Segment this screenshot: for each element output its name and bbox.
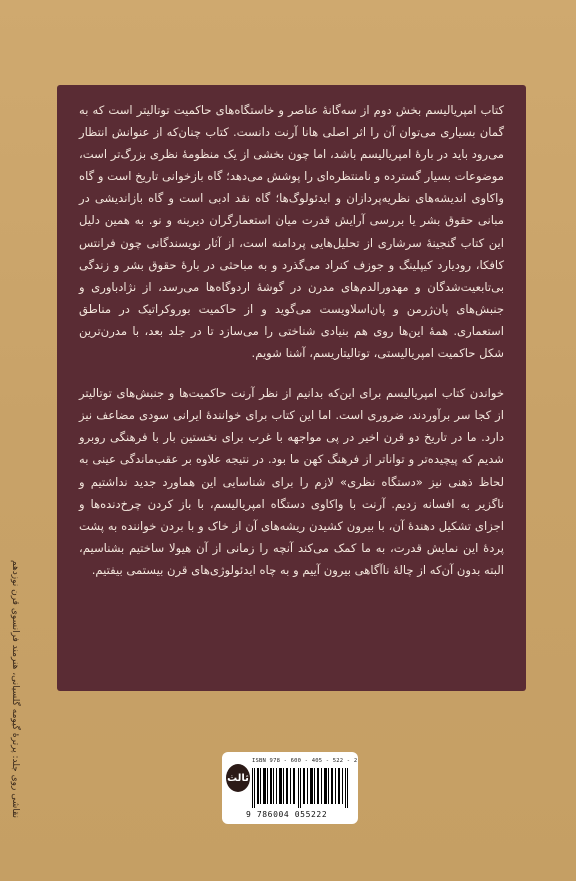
description-panel	[57, 85, 526, 691]
description-paragraph-1: کتاب امپریالیسم بخش دوم از سه‌گانهٔ عناصر و خاستگاه‌های حاکمیت توتالیتر است که به گمان بسیاری می‌توان آن را اثر اصلی هانا آرنت دانست. کتاب چنان‌که از عنوانش انتظار می‌رود باید در بارهٔ امپریالیسم باشد، اما چون بخشی از یک منظومهٔ نظری بزرگ‌تر است، موضوعات بسیار گسترده و نامنتظره‌ای را پوشش می‌دهد؛ گاه بازخوانی تاریخ است و گاه واکاوی اندیشه‌های نظریه‌پردازان و ایدئولوگ‌ها؛ گاه نقد ادبی است و گاه بازاندیشی در مبانی حقوق بشر یا بررسی آرایش قدرت میان استعمارگران دیرینه و نو. به همین دلیل این کتاب گنجینهٔ سرشاری از تحلیل‌هایی پردامنه است، از آثار نویسندگانی چون فرانتس کافکا، رودیارد کیپلینگ و جوزف کنراد می‌گذرد و به مباحثی در بارهٔ حقوق بشر و زندگی بی‌تابعیت‌شدگان و مهدورالدم‌های مدرن در گوشهٔ اردوگاه‌ها می‌رسد، از نژادباوری و جنبش‌های پان‌ژرمن و پان‌اسلاویست می‌گوید و از حاکمیت بوروکراتیک در مناطق استعماری. همهٔ این‌ها روی هم بنیادی شناختی را می‌سازد تا در جلد بعد، با مدرن‌ترین شکل حاکمیت امپریالیستی، توتالیتاریسم، آشنا شویم.	[79, 103, 504, 361]
publisher-logo-icon	[226, 764, 250, 792]
description-paragraph-2: خواندن کتاب امپریالیسم برای این‌که بدانیم از نظر آرنت حاکمیت‌ها و جنبش‌های توتالیتر از کجا سر برآوردند، ضروری است. اما این کتاب برای خوانندهٔ ایرانی سودی مضاعف نیز دارد. ما در تاریخ دو قرن اخیر در پی مواجهه با غرب برای نخستین بار با فرهنگی روبرو شدیم که پیچیده‌تر و تواناتر از فرهنگ کهن ما بود. در نتیجه علاوه بر عقب‌ماندگی عینی به لحاظ ذهنی نیز «دستگاه نظری» لازم را برای شناسایی این هماورد جدید نداشتیم و ناگزیر به افسانه زدیم. آرنت با واکاوی دستگاه امپریالیسم، با باز کردن چرخ‌دنده‌ها و اجزای تشکیل دهندهٔ آن، با بیرون کشیدن ریشه‌های آن از خاک و با بردن خواننده به پشت پردهٔ این نمایش قدرت، به ما کمک می‌کند آنچه را زمانی از آن هیولا ساختیم بشناسیم، البته بدون آن‌که از چالهٔ ناآگاهی بیرون آییم و به چاه ایدئولوژی‌های قرن بیستمی بیفتیم.	[79, 386, 504, 577]
barcode-icon	[252, 768, 348, 808]
barcode-digits: 9 786004 055222	[246, 810, 328, 819]
cover-art-credit-text: نقاشی روی جلد: پرترهٔ گیومه گلسیانی، هنرمند فرانسوی قرن نوزدهم	[10, 560, 20, 819]
publisher-logo-text: ثالث	[227, 772, 249, 784]
isbn-text: ISBN 978 - 600 - 405 - 522 - 2	[252, 758, 358, 764]
cover-art-credit	[4, 560, 24, 870]
barcode-label	[222, 752, 358, 824]
